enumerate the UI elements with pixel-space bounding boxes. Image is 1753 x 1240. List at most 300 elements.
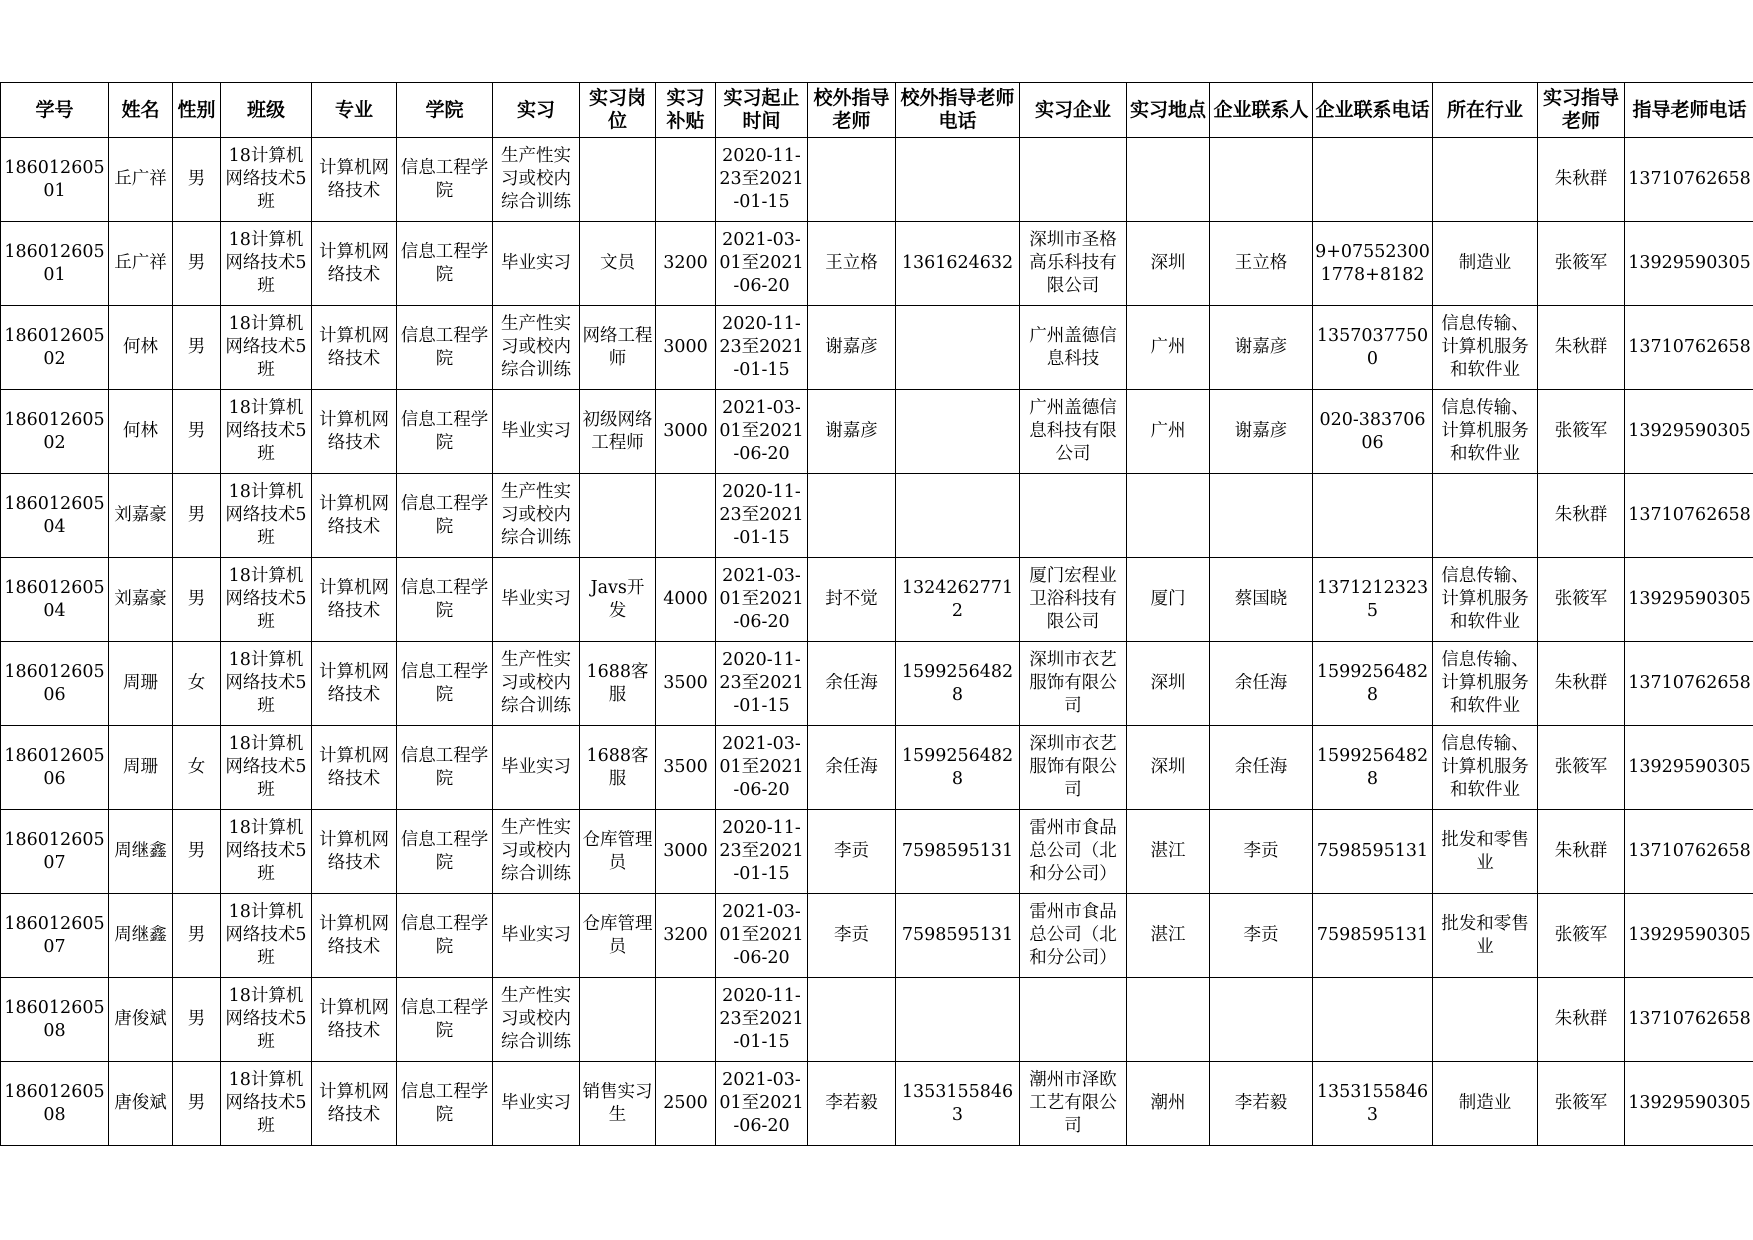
cell-text: 生产性实习或校内综合训练: [501, 146, 571, 212]
cell-text: 生产性实习或校内综合训练: [501, 482, 571, 548]
cell-text: 信息工程学院: [400, 325, 489, 369]
internship-table: [0, 82, 1753, 1146]
cell-class: [221, 558, 312, 642]
cell-text: 4000: [663, 589, 708, 609]
cell-subsidy: [656, 1062, 716, 1146]
cell-text: 深圳市衣艺服饰有限公司: [1029, 734, 1117, 800]
cell-gender: [173, 306, 221, 390]
cell-text: 毕业实习: [501, 421, 571, 441]
cell-name: [109, 894, 173, 978]
cell-position: [580, 138, 656, 222]
cell-major: [312, 558, 397, 642]
header-class: 班级: [221, 83, 312, 138]
cell-text: 计算机网络技术: [319, 493, 389, 537]
cell-student-id: [1, 726, 109, 810]
cell-text: 何林: [123, 337, 158, 357]
cell-text: 深圳: [1150, 253, 1186, 273]
cell-subsidy: [656, 138, 716, 222]
cell-text: 毕业实习: [501, 757, 571, 777]
cell-text: 张筱军: [1554, 757, 1608, 777]
cell-text: 2020-11-23至2021-01-15: [719, 650, 804, 716]
cell-company: [1020, 726, 1127, 810]
cell-internal-mentor-phone: [1625, 1062, 1753, 1146]
cell-text: 13710762658: [1628, 337, 1751, 357]
cell-text: 18计算机网络技术5班: [225, 482, 307, 548]
cell-text: 13242627712: [901, 577, 1014, 621]
cell-text: 信息工程学院: [400, 913, 489, 957]
cell-location: [1127, 810, 1210, 894]
cell-text: 2020-11-23至2021-01-15: [719, 314, 804, 380]
cell-industry: [1433, 1062, 1538, 1146]
cell-company: [1020, 474, 1127, 558]
cell-text: 13929590305: [1628, 925, 1751, 945]
cell-text: 18601260504: [4, 493, 105, 537]
cell-external-mentor-phone: [896, 978, 1020, 1062]
cell-period: [716, 138, 808, 222]
cell-major: [312, 138, 397, 222]
cell-text: 周珊: [123, 757, 158, 777]
cell-text: 信息工程学院: [400, 829, 489, 873]
cell-gender: [173, 810, 221, 894]
cell-company: [1020, 138, 1127, 222]
cell-position: [580, 306, 656, 390]
cell-internship-type: [493, 390, 580, 474]
cell-industry: [1433, 474, 1538, 558]
cell-industry: [1433, 726, 1538, 810]
cell-company: [1020, 558, 1127, 642]
cell-text: 2021-03-01至2021-06-20: [719, 1070, 804, 1136]
cell-text: 生产性实习或校内综合训练: [501, 314, 571, 380]
cell-text: 13531558463: [1316, 1081, 1429, 1125]
cell-text: 15992564828: [1316, 745, 1429, 789]
cell-subsidy: [656, 978, 716, 1062]
cell-subsidy: [656, 558, 716, 642]
cell-class: [221, 978, 312, 1062]
cell-text: 朱秋群: [1554, 841, 1608, 861]
cell-external-mentor: [808, 390, 896, 474]
cell-text: 18计算机网络技术5班: [225, 1070, 307, 1136]
cell-text: 初级网络工程师: [582, 409, 653, 453]
cell-student-id: [1, 978, 109, 1062]
cell-class: [221, 138, 312, 222]
cell-text: 7598595131: [901, 925, 1014, 945]
cell-period: [716, 978, 808, 1062]
cell-name: [109, 474, 173, 558]
cell-name: [109, 558, 173, 642]
cell-external-mentor: [808, 894, 896, 978]
cell-text: 网络工程师: [582, 325, 653, 369]
cell-text: Javs开发: [590, 577, 645, 621]
cell-text: 2021-03-01至2021-06-20: [719, 566, 804, 632]
cell-internship-type: [493, 726, 580, 810]
cell-text: 18601260502: [4, 409, 105, 453]
cell-text: 2500: [663, 1093, 708, 1113]
cell-company-contact: [1210, 222, 1313, 306]
cell-college: [397, 810, 493, 894]
cell-gender: [173, 726, 221, 810]
cell-internal-mentor-phone: [1625, 558, 1753, 642]
cell-text: 18601260507: [4, 913, 105, 957]
cell-text: 毕业实习: [501, 925, 571, 945]
cell-industry: [1433, 558, 1538, 642]
cell-text: 余任海: [1234, 757, 1288, 777]
cell-text: 李若毅: [825, 1093, 878, 1113]
cell-company-contact: [1210, 558, 1313, 642]
cell-text: 18601260507: [4, 829, 105, 873]
cell-company-phone: [1313, 138, 1433, 222]
table-row: [1, 810, 1753, 894]
header-external-mentor-phone: 校外指导老师电话: [896, 83, 1020, 138]
cell-student-id: [1, 558, 109, 642]
cell-text: 信息工程学院: [400, 493, 489, 537]
cell-text: 男: [187, 505, 206, 525]
cell-text: 13712123235: [1316, 577, 1429, 621]
cell-text: 李贡: [1243, 841, 1279, 861]
header-location: 实习地点: [1127, 83, 1210, 138]
cell-class: [221, 306, 312, 390]
cell-company-phone: [1313, 642, 1433, 726]
cell-class: [221, 894, 312, 978]
cell-text: 张筱军: [1554, 589, 1608, 609]
cell-external-mentor-phone: [896, 306, 1020, 390]
cell-internship-type: [493, 810, 580, 894]
cell-student-id: [1, 474, 109, 558]
cell-text: 深圳: [1150, 757, 1186, 777]
cell-college: [397, 390, 493, 474]
cell-location: [1127, 390, 1210, 474]
cell-text: 13929590305: [1628, 757, 1751, 777]
cell-company-phone: [1313, 558, 1433, 642]
cell-name: [109, 1062, 173, 1146]
cell-text: 13929590305: [1628, 589, 1751, 609]
cell-college: [397, 558, 493, 642]
cell-external-mentor: [808, 726, 896, 810]
cell-text: 厦门: [1150, 589, 1186, 609]
cell-college: [397, 726, 493, 810]
cell-text: 7598595131: [901, 841, 1014, 861]
cell-period: [716, 474, 808, 558]
cell-internal-mentor-phone: [1625, 726, 1753, 810]
cell-text: 王立格: [825, 253, 878, 273]
cell-text: 计算机网络技术: [319, 157, 389, 201]
cell-text: 男: [187, 1009, 206, 1029]
cell-text: 毕业实习: [501, 253, 571, 273]
cell-internal-mentor: [1538, 138, 1625, 222]
table-row: [1, 390, 1753, 474]
cell-name: [109, 306, 173, 390]
cell-company-phone: [1313, 1062, 1433, 1146]
cell-text: 2021-03-01至2021-06-20: [719, 230, 804, 296]
cell-gender: [173, 1062, 221, 1146]
header-major: 专业: [312, 83, 397, 138]
cell-text: 李贡: [834, 925, 869, 945]
cell-student-id: [1, 642, 109, 726]
cell-text: 朱秋群: [1554, 673, 1608, 693]
header-company: 实习企业: [1020, 83, 1127, 138]
cell-text: 刘嘉豪: [114, 589, 167, 609]
cell-external-mentor: [808, 306, 896, 390]
cell-text: 广州: [1150, 421, 1186, 441]
cell-industry: [1433, 978, 1538, 1062]
cell-text: 王立格: [1234, 253, 1288, 273]
cell-external-mentor: [808, 642, 896, 726]
cell-text: 谢嘉彦: [1234, 421, 1288, 441]
cell-text: 广州盖德信息科技有限公司: [1029, 398, 1117, 464]
cell-text: 9+075523001778+8182: [1315, 241, 1430, 285]
cell-internship-type: [493, 642, 580, 726]
cell-college: [397, 306, 493, 390]
cell-internship-type: [493, 558, 580, 642]
cell-text: 信息工程学院: [400, 577, 489, 621]
cell-text: 朱秋群: [1554, 505, 1608, 525]
cell-period: [716, 642, 808, 726]
cell-text: 销售实习生: [582, 1081, 653, 1125]
cell-external-mentor-phone: [896, 138, 1020, 222]
header-external-mentor: 校外指导老师: [808, 83, 896, 138]
cell-major: [312, 474, 397, 558]
header-company-contact: 企业联系人: [1210, 83, 1313, 138]
cell-college: [397, 474, 493, 558]
cell-text: 朱秋群: [1554, 169, 1608, 189]
cell-position: [580, 222, 656, 306]
cell-internal-mentor: [1538, 222, 1625, 306]
cell-company-contact: [1210, 138, 1313, 222]
cell-text: 3000: [663, 337, 708, 357]
cell-location: [1127, 474, 1210, 558]
cell-text: 15992564828: [1316, 661, 1429, 705]
cell-college: [397, 138, 493, 222]
cell-text: 1688客服: [586, 661, 649, 705]
cell-text: 何林: [123, 421, 158, 441]
cell-text: 3500: [663, 757, 708, 777]
cell-text: 18计算机网络技术5班: [225, 902, 307, 968]
cell-text: 3000: [663, 421, 708, 441]
cell-internal-mentor-phone: [1625, 810, 1753, 894]
cell-name: [109, 810, 173, 894]
cell-internship-type: [493, 222, 580, 306]
cell-location: [1127, 138, 1210, 222]
cell-text: 张筱军: [1554, 1093, 1608, 1113]
cell-location: [1127, 642, 1210, 726]
cell-text: 男: [187, 925, 206, 945]
cell-text: 男: [187, 1093, 206, 1113]
cell-text: 毕业实习: [501, 589, 571, 609]
cell-internship-type: [493, 978, 580, 1062]
cell-major: [312, 306, 397, 390]
cell-text: 18计算机网络技术5班: [225, 314, 307, 380]
cell-text: 13929590305: [1628, 253, 1751, 273]
cell-major: [312, 222, 397, 306]
header-internal-mentor-phone: 指导老师电话: [1625, 83, 1753, 138]
cell-company-contact: [1210, 474, 1313, 558]
cell-location: [1127, 558, 1210, 642]
cell-text: 18计算机网络技术5班: [225, 146, 307, 212]
cell-text: 18601260502: [4, 325, 105, 369]
cell-text: 潮州市泽欧工艺有限公司: [1029, 1070, 1117, 1136]
cell-text: 深圳市圣格高乐科技有限公司: [1029, 230, 1117, 296]
cell-location: [1127, 978, 1210, 1062]
table-row: [1, 306, 1753, 390]
cell-major: [312, 1062, 397, 1146]
table-row: [1, 978, 1753, 1062]
cell-industry: [1433, 642, 1538, 726]
cell-industry: [1433, 306, 1538, 390]
cell-industry: [1433, 390, 1538, 474]
cell-company-contact: [1210, 726, 1313, 810]
cell-company-contact: [1210, 978, 1313, 1062]
cell-company: [1020, 894, 1127, 978]
cell-student-id: [1, 810, 109, 894]
cell-text: 020-38370606: [1319, 409, 1426, 453]
cell-period: [716, 810, 808, 894]
cell-text: 13531558463: [901, 1081, 1014, 1125]
cell-name: [109, 642, 173, 726]
cell-location: [1127, 726, 1210, 810]
cell-text: 18601260508: [4, 997, 105, 1041]
cell-industry: [1433, 222, 1538, 306]
table-row: [1, 642, 1753, 726]
cell-text: 3500: [663, 673, 708, 693]
cell-internal-mentor-phone: [1625, 222, 1753, 306]
cell-major: [312, 894, 397, 978]
cell-major: [312, 810, 397, 894]
cell-text: 18计算机网络技术5班: [225, 986, 307, 1052]
table-row: [1, 222, 1753, 306]
cell-period: [716, 222, 808, 306]
cell-company: [1020, 222, 1127, 306]
cell-text: 刘嘉豪: [114, 505, 167, 525]
cell-text: 李贡: [834, 841, 869, 861]
cell-text: 谢嘉彦: [1234, 337, 1288, 357]
cell-industry: [1433, 138, 1538, 222]
cell-text: 计算机网络技术: [319, 577, 389, 621]
cell-location: [1127, 894, 1210, 978]
cell-college: [397, 222, 493, 306]
cell-internal-mentor: [1538, 1062, 1625, 1146]
cell-company-phone: [1313, 474, 1433, 558]
cell-text: 仓库管理员: [582, 829, 653, 873]
cell-external-mentor: [808, 1062, 896, 1146]
cell-external-mentor-phone: [896, 642, 1020, 726]
cell-text: 信息工程学院: [400, 157, 489, 201]
cell-text: 18601260501: [4, 157, 105, 201]
header-subsidy: 实习补贴: [656, 83, 716, 138]
cell-text: 文员: [600, 253, 635, 273]
header-student-id: 学号: [1, 83, 109, 138]
header-gender: 性别: [173, 83, 221, 138]
cell-company-phone: [1313, 894, 1433, 978]
cell-text: 13710762658: [1628, 1009, 1751, 1029]
cell-period: [716, 306, 808, 390]
cell-company: [1020, 306, 1127, 390]
cell-text: 生产性实习或校内综合训练: [501, 986, 571, 1052]
table-row: [1, 474, 1753, 558]
cell-class: [221, 642, 312, 726]
header-period: 实习起止时间: [716, 83, 808, 138]
cell-student-id: [1, 222, 109, 306]
cell-external-mentor-phone: [896, 810, 1020, 894]
cell-text: 男: [187, 841, 206, 861]
cell-text: 信息传输、计算机服务和软件业: [1441, 314, 1529, 380]
cell-text: 广州盖德信息科技: [1029, 325, 1117, 369]
cell-text: 2021-03-01至2021-06-20: [719, 398, 804, 464]
cell-company: [1020, 642, 1127, 726]
header-internship-type: 实习: [493, 83, 580, 138]
cell-position: [580, 894, 656, 978]
cell-text: 男: [187, 589, 206, 609]
cell-text: 信息传输、计算机服务和软件业: [1441, 398, 1529, 464]
cell-college: [397, 978, 493, 1062]
cell-internal-mentor-phone: [1625, 306, 1753, 390]
cell-text: 计算机网络技术: [319, 409, 389, 453]
cell-internal-mentor: [1538, 894, 1625, 978]
cell-industry: [1433, 894, 1538, 978]
cell-gender: [173, 138, 221, 222]
cell-student-id: [1, 894, 109, 978]
cell-position: [580, 1062, 656, 1146]
cell-external-mentor-phone: [896, 222, 1020, 306]
cell-text: 计算机网络技术: [319, 913, 389, 957]
cell-external-mentor: [808, 978, 896, 1062]
cell-major: [312, 978, 397, 1062]
cell-student-id: [1, 306, 109, 390]
cell-text: 3000: [663, 841, 708, 861]
cell-position: [580, 810, 656, 894]
cell-text: 计算机网络技术: [319, 829, 389, 873]
cell-text: 湛江: [1150, 925, 1186, 945]
cell-text: 周继鑫: [114, 925, 167, 945]
cell-external-mentor-phone: [896, 558, 1020, 642]
cell-subsidy: [656, 306, 716, 390]
cell-internal-mentor-phone: [1625, 138, 1753, 222]
cell-text: 信息工程学院: [400, 409, 489, 453]
cell-internship-type: [493, 306, 580, 390]
cell-internal-mentor: [1538, 390, 1625, 474]
cell-text: 计算机网络技术: [319, 661, 389, 705]
cell-text: 2021-03-01至2021-06-20: [719, 734, 804, 800]
cell-text: 18601260508: [4, 1081, 105, 1125]
table-row: [1, 138, 1753, 222]
cell-text: 信息工程学院: [400, 241, 489, 285]
cell-text: 男: [187, 253, 206, 273]
cell-major: [312, 390, 397, 474]
cell-text: 18计算机网络技术5班: [225, 398, 307, 464]
cell-class: [221, 810, 312, 894]
cell-text: 15992564828: [901, 661, 1014, 705]
cell-text: 仓库管理员: [582, 913, 653, 957]
cell-text: 唐俊斌: [114, 1093, 167, 1113]
cell-text: 批发和零售业: [1441, 913, 1529, 957]
cell-internal-mentor-phone: [1625, 894, 1753, 978]
cell-external-mentor-phone: [896, 390, 1020, 474]
cell-text: 15992564828: [901, 745, 1014, 789]
cell-major: [312, 642, 397, 726]
cell-company-phone: [1313, 810, 1433, 894]
header-position: 实习岗位: [580, 83, 656, 138]
cell-internal-mentor: [1538, 726, 1625, 810]
cell-period: [716, 726, 808, 810]
cell-internship-type: [493, 894, 580, 978]
cell-internal-mentor-phone: [1625, 642, 1753, 726]
cell-internship-type: [493, 474, 580, 558]
cell-text: 信息工程学院: [400, 997, 489, 1041]
cell-text: 制造业: [1458, 1093, 1512, 1113]
cell-period: [716, 390, 808, 474]
cell-text: 13929590305: [1628, 421, 1751, 441]
cell-text: 信息传输、计算机服务和软件业: [1441, 650, 1529, 716]
cell-location: [1127, 222, 1210, 306]
cell-text: 蔡国晓: [1234, 589, 1288, 609]
